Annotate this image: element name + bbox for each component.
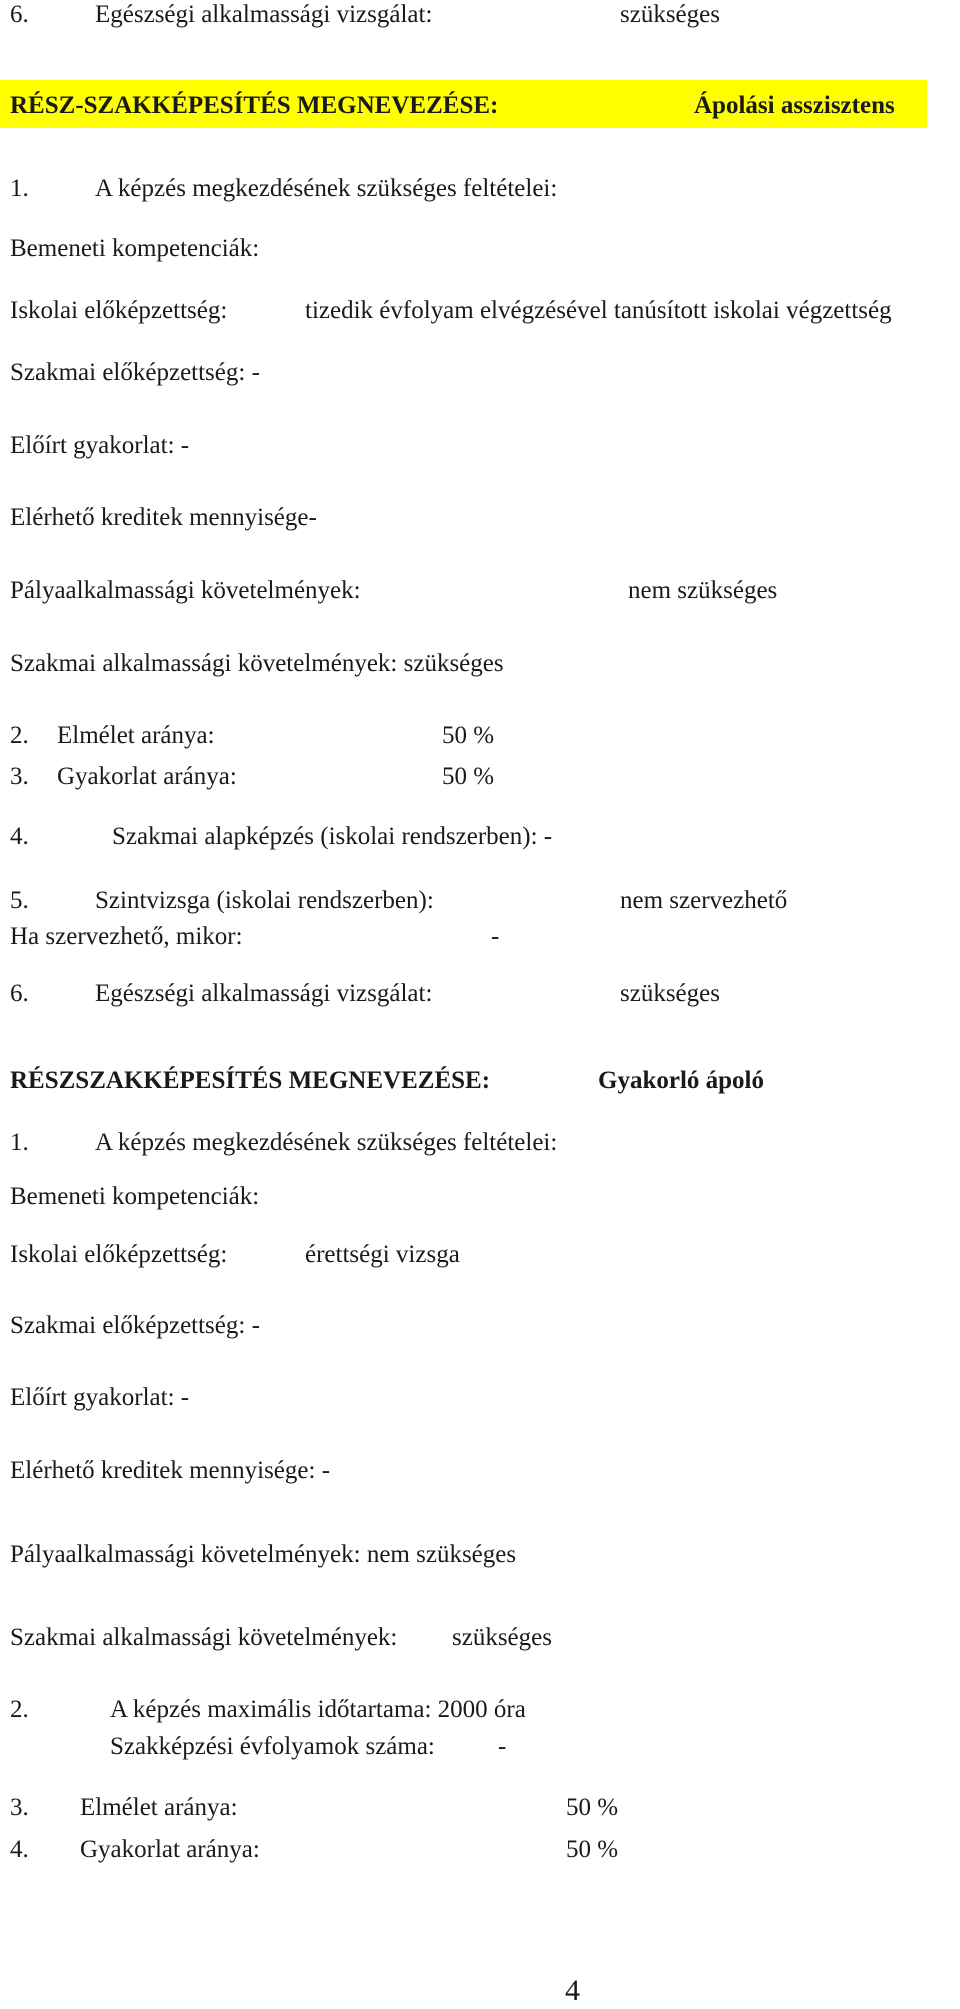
section-title: RÉSZ-SZAKKÉPESÍTÉS MEGNEVEZÉSE: [10,92,499,119]
szakmai-alkalmassagi: Szakmai alkalmassági követelmények: szükséges [10,650,504,677]
eloirt-gyakorlat: Előírt gyakorlat: - [10,1384,190,1411]
item-label: A képzés megkezdésének szükséges feltételei: [95,1129,558,1156]
kreditek: Elérhető kreditek mennyisége: - [10,1457,331,1484]
item-label: Gyakorlat aránya: [80,1836,260,1863]
item-number: 2. [10,722,29,749]
item-label: Szakmai alapképzés (iskolai rendszerben): - [112,823,553,850]
item-label: Elmélet aránya: [57,722,215,749]
szakmai-alkalmassagi-label: Szakmai alkalmassági követelmények: [10,1624,398,1651]
item-label: Gyakorlat aránya: [57,763,237,790]
szakmai-alkalmassagi-value: szükséges [452,1624,552,1651]
item-value: 50 % [566,1836,619,1863]
iskolai-label: Iskolai előképzettség: [10,1241,228,1268]
item-number: 5. [10,887,29,914]
item-label: Elmélet aránya: [80,1794,238,1821]
item-value: nem szervezhető [620,887,788,914]
bemeneti-kompetenciak: Bemeneti kompetenciák: [10,235,260,262]
item-sub-label: Szakképzési évfolyamok száma: [110,1733,435,1760]
section-name: Ápolási asszisztens [694,92,895,119]
item-number: 4. [10,823,29,850]
item-label: Egészségi alkalmassági vizsgálat: [95,1,433,28]
iskolai-value: tizedik évfolyam elvégzésével tanúsított iskolai végzettség [305,297,892,324]
item-value: 50 % [442,722,495,749]
item-label: A képzés megkezdésének szükséges feltételei: [95,175,558,202]
section-name: Gyakorló ápoló [598,1067,764,1094]
item-number: 3. [10,1794,29,1821]
ha-szervezheto-label: Ha szervezhető, mikor: [10,923,243,950]
palyaalkalmassagi-label: Pályaalkalmassági követelmények: [10,577,361,604]
item-sub-value: - [498,1733,507,1760]
palyaalkalmassagi: Pályaalkalmassági követelmények: nem szükséges [10,1541,517,1568]
item-label: Egészségi alkalmassági vizsgálat: [95,980,433,1007]
item-label: Szintvizsga (iskolai rendszerben): [95,887,434,914]
item-value: szükséges [620,980,720,1007]
item-number: 3. [10,763,29,790]
ha-szervezheto-value: - [491,923,500,950]
szakmai-elokepzettseg: Szakmai előképzettség: - [10,359,260,386]
palyaalkalmassagi-value: nem szükséges [628,577,778,604]
page-number: 4 [565,1974,580,2007]
item-value: szükséges [620,1,720,28]
eloirt-gyakorlat: Előírt gyakorlat: - [10,432,190,459]
item-number: 1. [10,1129,29,1156]
bemeneti-kompetenciak: Bemeneti kompetenciák: [10,1183,260,1210]
item-number: 1. [10,175,29,202]
item-number: 2. [10,1696,29,1723]
item-label: A képzés maximális időtartama: 2000 óra [110,1696,526,1723]
iskolai-label: Iskolai előképzettség: [10,297,228,324]
item-number: 6. [10,1,29,28]
item-value: 50 % [442,763,495,790]
item-value: 50 % [566,1794,619,1821]
szakmai-elokepzettseg: Szakmai előképzettség: - [10,1312,260,1339]
item-number: 6. [10,980,29,1007]
item-number: 4. [10,1836,29,1863]
section-title: RÉSZSZAKKÉPESÍTÉS MEGNEVEZÉSE: [10,1067,491,1094]
kreditek: Elérhető kreditek mennyisége- [10,504,317,531]
iskolai-value: érettségi vizsga [305,1241,460,1268]
